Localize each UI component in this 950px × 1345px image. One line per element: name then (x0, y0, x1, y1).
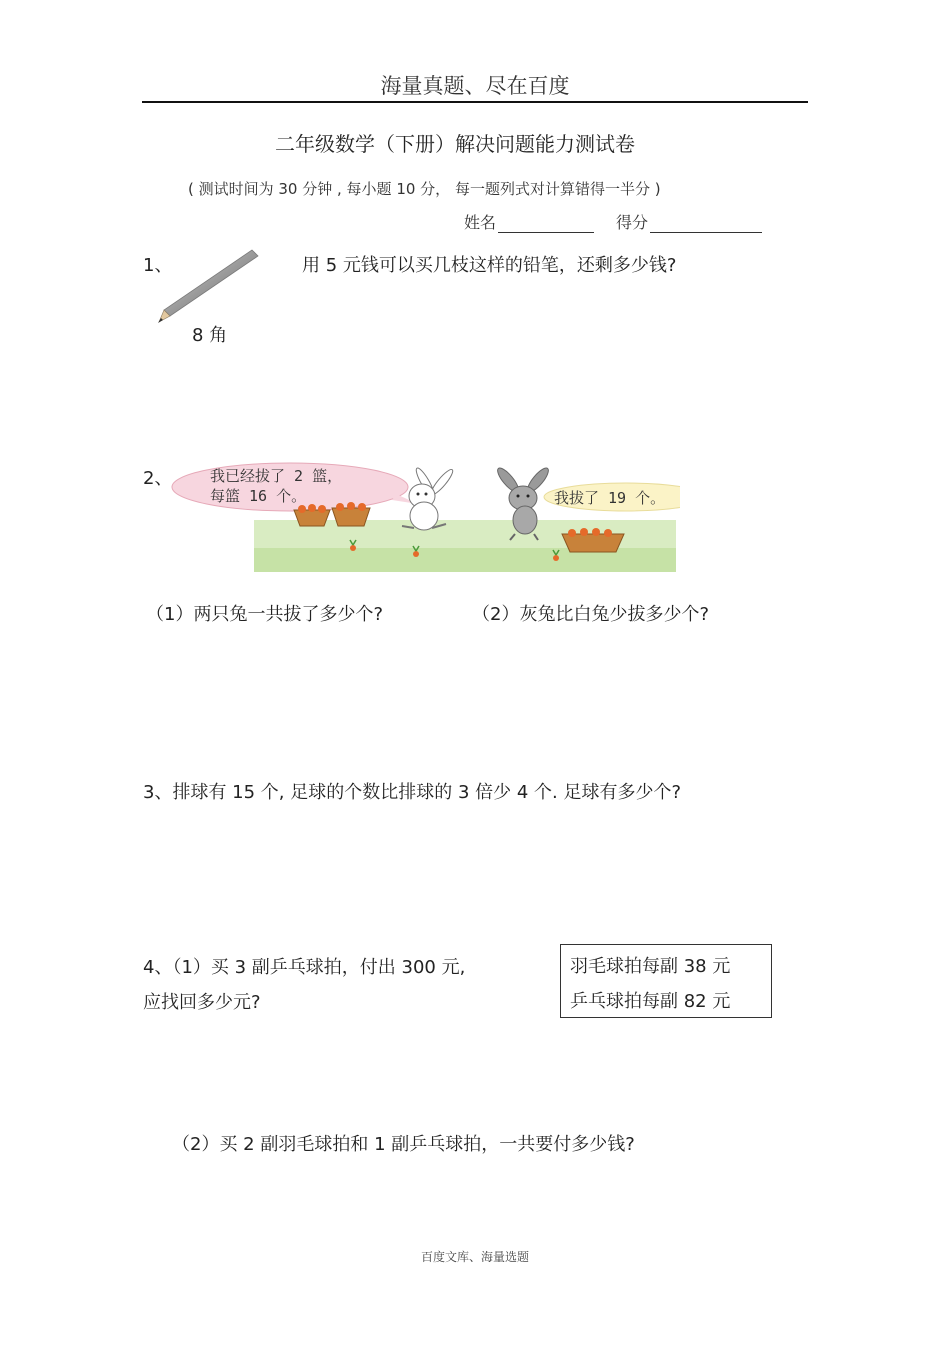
gray-rabbit-speech-bubble (544, 483, 680, 511)
q1-text: 用 5 元钱可以买几枝这样的铅笔，还剩多少钱? (302, 255, 677, 276)
carrot-basket-left-2 (332, 502, 370, 526)
header-divider (142, 101, 808, 103)
q4-line1: 4、（1）买 3 副乒乓球拍，付出 300 元, (143, 957, 466, 978)
white-rabbit-speech-line1: 我已经拔了 2 篮， (210, 467, 343, 485)
pencil-illustration (154, 246, 262, 330)
score-label: 得分 (616, 213, 649, 232)
q1-number: 1、 (143, 255, 173, 276)
name-blank[interactable] (498, 214, 594, 233)
white-rabbit-speech-line2: 每篮 16 个。 (210, 487, 307, 505)
badminton-racket-price: 羽毛球拍每副 38 元 (570, 956, 731, 977)
pencil-price-label: 8 角 (192, 325, 228, 346)
q2-number: 2、 (143, 468, 173, 489)
document-title: 二年级数学（下册）解决问题能力测试卷 (275, 132, 635, 156)
q4-sub2: （2）买 2 副羽毛球拍和 1 副乒乓球拍，一共要付多少钱? (172, 1134, 635, 1155)
q3-text: 3、排球有 15 个, 足球的个数比排球的 3 倍少 4 个. 足球有多少个? (143, 782, 682, 803)
pingpong-racket-price: 乒乓球拍每副 82 元 (570, 991, 731, 1012)
q2-sub2: （2）灰兔比白兔少拔多少个? (472, 604, 710, 625)
racket-price-box (560, 944, 772, 1018)
q2-sub1: （1）两只兔一共拔了多少个? (146, 604, 384, 625)
name-label: 姓名 (464, 213, 497, 232)
q4-line2: 应找回多少元? (143, 992, 261, 1013)
test-instructions: ( 测试时间为 30 分钟 , 每小题 10 分， 每一题列式对计算错得一半分 ) (188, 180, 661, 198)
page-footer: 百度文库、海量选题 (420, 1250, 529, 1264)
gray-rabbit-speech: 我拔了 19 个。 (554, 489, 666, 507)
score-blank[interactable] (650, 214, 762, 233)
rabbits-illustration (170, 460, 680, 576)
page-header-title: 海量真题、尽在百度 (380, 74, 570, 98)
name-score-row (464, 210, 762, 233)
carrot-basket-left-1 (294, 504, 330, 526)
white-rabbit-speech-bubble (172, 463, 418, 511)
